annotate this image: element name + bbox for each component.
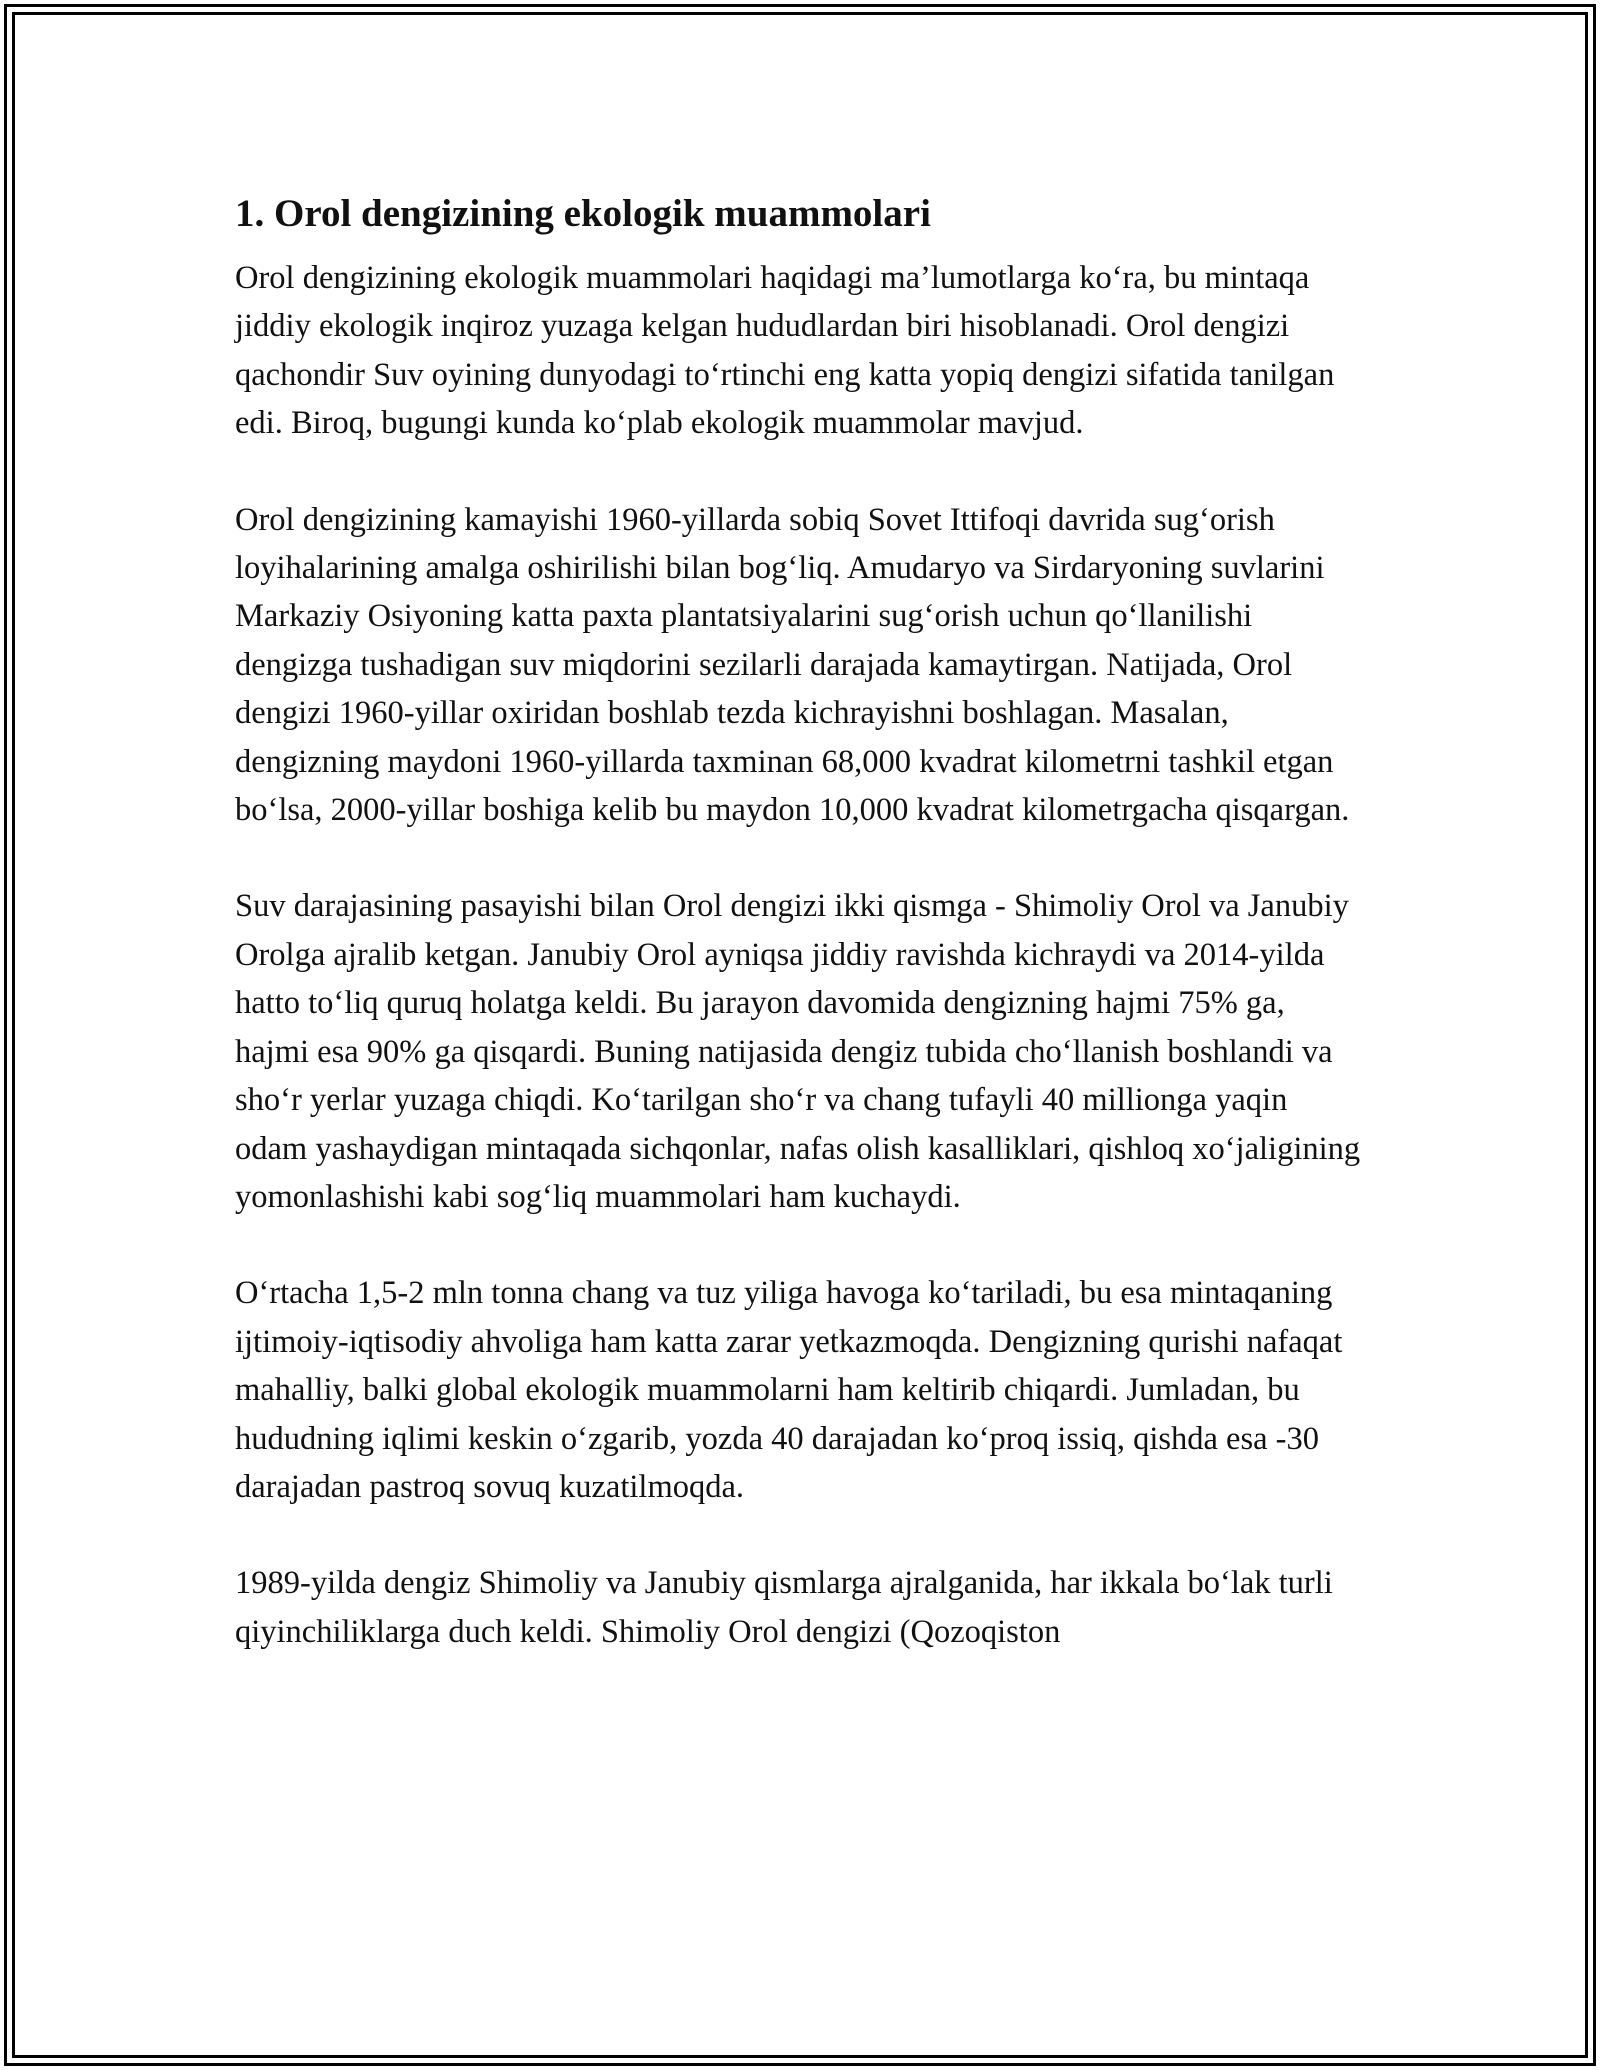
document-body: [235, 186, 1365, 1704]
paragraph-4: O‘rtacha 1,5-2 mln tonna chang va tuz yiliga havoga ko‘tariladi, bu esa mintaqaning ijtimoiy-iqtisodiy ahvoliga ham katta zarar yetkazmoqda. Dengizning qurishi nafaqat mahalliy, balki global ekologik muammolarni ham keltirib chiqardi. Jumladan, bu hududning iqlimi keskin o‘zgarib, yozda 40 darajadan ko‘proq issiq, qishda esa -30 darajadan pastroq sovuq kuzatilmoqda.: [235, 1275, 1343, 1505]
paragraph-1: Orol dengizining ekologik muammolari haqidagi ma’lumotlarga ko‘ra, bu mintaqa jiddiy ekologik inqiroz yuzaga kelgan hududlardan biri hisoblanadi. Orol dengizi qachondir Suv oyining dunyodagi to‘rtinchi eng katta yopiq dengizi sifatida tanilgan edi. Biroq, bugungi kunda ko‘plab ekologik muammolar mavjud.: [235, 260, 1335, 442]
paragraph-2: Orol dengizining kamayishi 1960-yillarda sobiq Sovet Ittifoqi davrida sug‘orish loyihalarining amalga oshirilishi bilan bog‘liq. Amudaryo va Sirdaryoning suvlarini Markaziy Osiyoning katta paxta plantatsiyalarini sug‘orish uchun qo‘llanilishi dengizga tushadigan suv miqdorini sezilarli darajada kamaytirgan. Natijada, Orol dengizi 1960-yillar oxiridan boshlab tezda kichrayishni boshlagan. Masalan, dengizning maydoni 1960-yillarda taxminan 68,000 kvadrat kilometrni tashkil etgan bo‘lsa, 2000-yillar boshiga kelib bu maydon 10,000 kvadrat kilometrgacha qisqargan.: [235, 501, 1350, 829]
paragraph-5: 1989-yilda dengiz Shimoliy va Janubiy qismlarga ajralganida, har ikkala bo‘lak turli qiyinchiliklarga duch keldi. Shimoliy Orol dengizi (Qozoqiston: [235, 1565, 1333, 1650]
paragraph-3: Suv darajasining pasayishi bilan Orol dengizi ikki qismga - Shimoliy Orol va Janubiy Orolga ajralib ketgan. Janubiy Orol ayniqsa jiddiy ravishda kichraydi va 2014-yilda hatto to‘liq quruq holatga keldi. Bu jarayon davomida dengizning hajmi 75% ga, hajmi esa 90% ga qisqardi. Buning natijasida dengiz tubida cho‘llanish boshlandi va sho‘r yerlar yuzaga chiqdi. Ko‘tarilgan sho‘r va chang tufayli 40 millionga yaqin odam yashaydigan mintaqada sichqonlar, nafas olish kasalliklari, qishloq xo‘jaligining yomonlashishi kabi sog‘liq muammolari ham kuchaydi.: [235, 888, 1361, 1215]
section-heading: 1. Orol dengizining ekologik muammolari: [235, 192, 931, 235]
